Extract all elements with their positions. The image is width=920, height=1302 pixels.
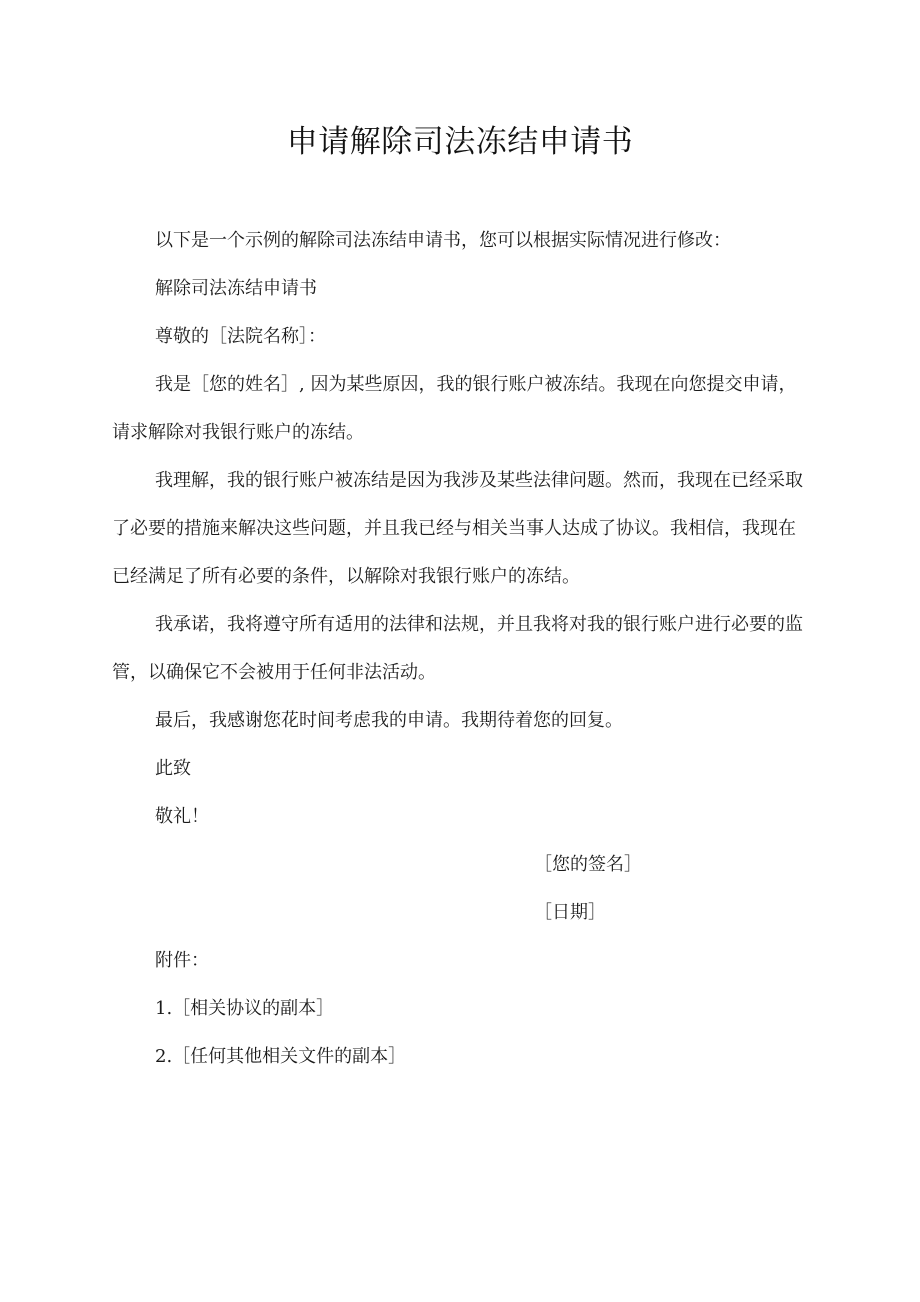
document-title: 申请解除司法冻结申请书 bbox=[286, 124, 634, 160]
attachment-item-1: 1.［相关协议的副本］ bbox=[155, 998, 335, 1019]
letter-heading: 解除司法冻结申请书 bbox=[155, 278, 317, 299]
document-body bbox=[112, 217, 812, 1081]
intro-text: 以下是一个示例的解除司法冻结申请书，您可以根据实际情况进行修改： bbox=[155, 230, 731, 251]
paragraph-4: 最后，我感谢您花时间考虑我的申请。我期待着您的回复。 bbox=[155, 710, 623, 731]
date-placeholder: ［日期］ bbox=[534, 902, 606, 923]
attachments-label: 附件： bbox=[155, 950, 209, 971]
attachment-item-2: 2.［任何其他相关文件的副本］ bbox=[155, 1046, 407, 1067]
paragraph-1: 我是［您的姓名］, 因为某些原因，我的银行账户被冻结。我现在向您提交申请，请求解除对我银行账户的冻结。 bbox=[112, 374, 797, 443]
paragraph-3: 我承诺，我将遵守所有适用的法律和法规，并且我将对我的银行账户进行必要的监管，以确保它不会被用于任何非法活动。 bbox=[112, 614, 803, 683]
closing-1: 此致 bbox=[155, 758, 191, 779]
salutation: 尊敬的［法院名称］： bbox=[155, 326, 326, 347]
paragraph-2: 我理解，我的银行账户被冻结是因为我涉及某些法律问题。然而，我现在已经采取了必要的措施来解决这些问题，并且我已经与相关当事人达成了协议。我相信，我现在已经满足了所有必要的条件，以解除对我银行账户的冻结。 bbox=[112, 470, 803, 587]
signature-placeholder: ［您的签名］ bbox=[534, 854, 642, 875]
closing-2: 敬礼！ bbox=[155, 806, 209, 827]
